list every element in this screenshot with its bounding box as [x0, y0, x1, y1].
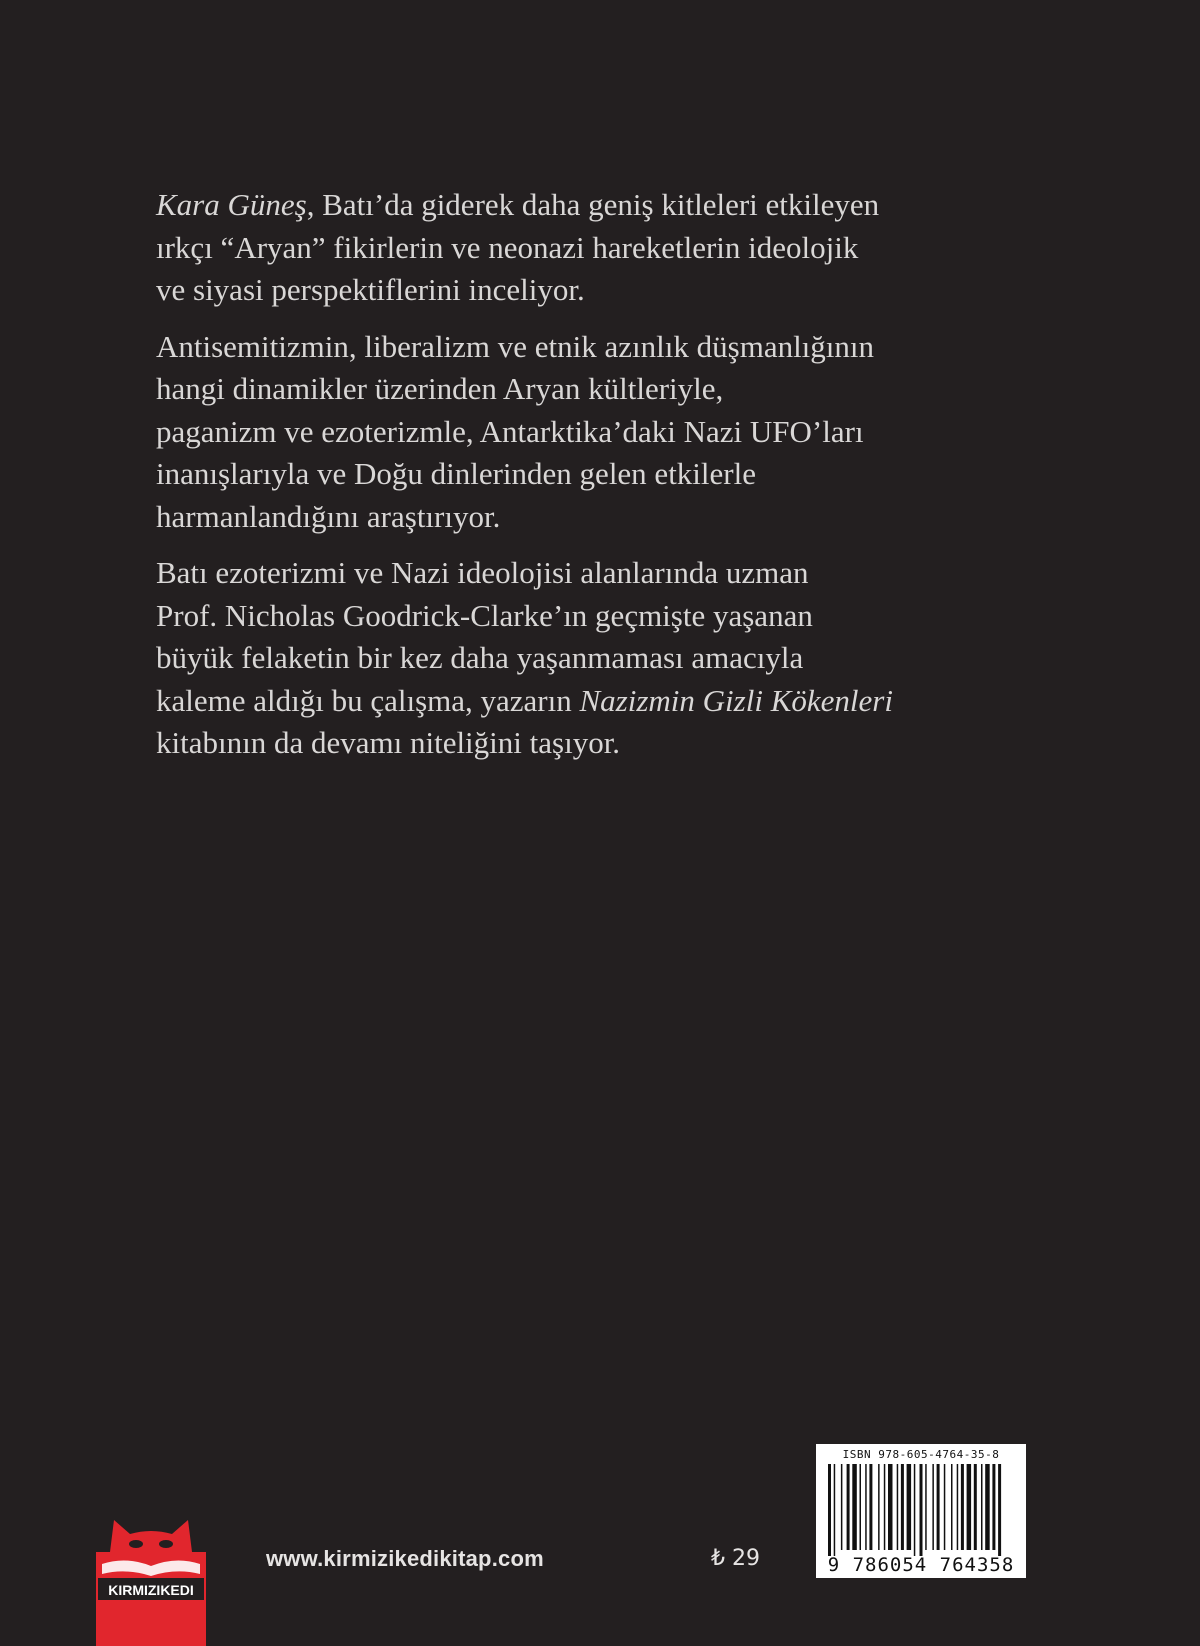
barcode-bar [907, 1464, 912, 1550]
logo-text: KIRMIZIKEDI [108, 1582, 194, 1598]
barcode-bar [981, 1464, 983, 1550]
barcode-bar [841, 1464, 843, 1550]
barcode-bar [961, 1464, 964, 1550]
blurb-line: harmanlandığını araştırıyor. [156, 498, 501, 534]
blurb-line: Antisemitizmin, liberalizm ve etnik azınlık düşmanlığının [156, 328, 875, 364]
blurb-paragraph-3 [156, 552, 996, 765]
blurb-line: Prof. Nicholas Goodrick-Clarke’ın geçmişte yaşanan [156, 597, 813, 633]
barcode-bar [932, 1464, 934, 1550]
referenced-book-title-italic: Nazizmin Gizli Kökenleri [579, 682, 893, 718]
barcode-bar [925, 1464, 927, 1550]
barcode-bar [951, 1464, 953, 1550]
blurb-paragraph-1 [156, 184, 996, 312]
blurb-line: Batı ezoterizmi ve Nazi ideolojisi alanlarında uzman [156, 555, 809, 590]
barcode-digits: 9 786054 764358 [827, 1554, 1015, 1576]
publisher-website: www.kirmizikedikitap.com [266, 1546, 544, 1571]
barcode-bar [957, 1464, 959, 1550]
blurb-line: ırkçı “Aryan” fikirlerin ve neonazi hareketlerin ideolojik [156, 229, 859, 265]
isbn-label: ISBN 978-605-4764-35-8 [842, 1448, 1000, 1461]
back-cover-blurb [156, 184, 996, 779]
book-title-italic: Kara Güneş [156, 187, 307, 222]
barcode-bar [992, 1464, 995, 1550]
barcode-bar [847, 1464, 850, 1550]
barcode-bars [826, 1464, 1016, 1556]
barcode-bar [914, 1464, 916, 1556]
barcode-bar [869, 1464, 872, 1550]
blurb-line: Kara Güneş, Batı’da giderek daha geniş kitleleri etkileyen [156, 187, 880, 222]
red-cat-icon [96, 1512, 206, 1646]
barcode-bar [901, 1464, 904, 1550]
isbn-barcode [816, 1444, 1026, 1578]
price: ₺ 29 [711, 1546, 760, 1571]
barcode-bar [998, 1464, 1001, 1556]
barcode-bar [852, 1464, 857, 1550]
barcode-bar [974, 1464, 977, 1550]
barcode-bar [860, 1464, 862, 1550]
blurb-line: ve siyasi perspektiflerini inceliyor. [156, 272, 585, 307]
blurb-line: inanışlarıyla ve Doğu dinlerinden gelen etkilerle [156, 456, 756, 491]
barcode-bar [888, 1464, 893, 1550]
barcode-bar [884, 1464, 886, 1550]
barcode-bar [865, 1464, 867, 1550]
barcode-bar [967, 1464, 972, 1550]
blurb-line: büyük felaketin bir kez daha yaşanmaması amacıyla [156, 640, 804, 675]
barcode-bar [944, 1464, 946, 1550]
publisher-logo [96, 1512, 206, 1646]
barcode-bar [920, 1464, 923, 1556]
barcode-bar [828, 1464, 831, 1556]
blurb-line: hangi dinamikler üzerinden Aryan kültleriyle, [156, 371, 724, 406]
barcode-bar [834, 1464, 836, 1556]
blurb-paragraph-2 [156, 326, 996, 539]
blurb-line: kitabının da devamı niteliğini taşıyor. [156, 725, 621, 760]
blurb-line: paganizm ve ezoterizmle, Antarktika’daki Nazi UFO’ları [156, 413, 864, 449]
barcode-bar [985, 1464, 990, 1550]
barcode-bar [937, 1464, 940, 1550]
barcode-bar [878, 1464, 880, 1550]
barcode-bar [897, 1464, 899, 1550]
blurb-line: kaleme aldığı bu çalışma, yazarın Nazizmin Gizli Kökenleri [156, 682, 893, 718]
